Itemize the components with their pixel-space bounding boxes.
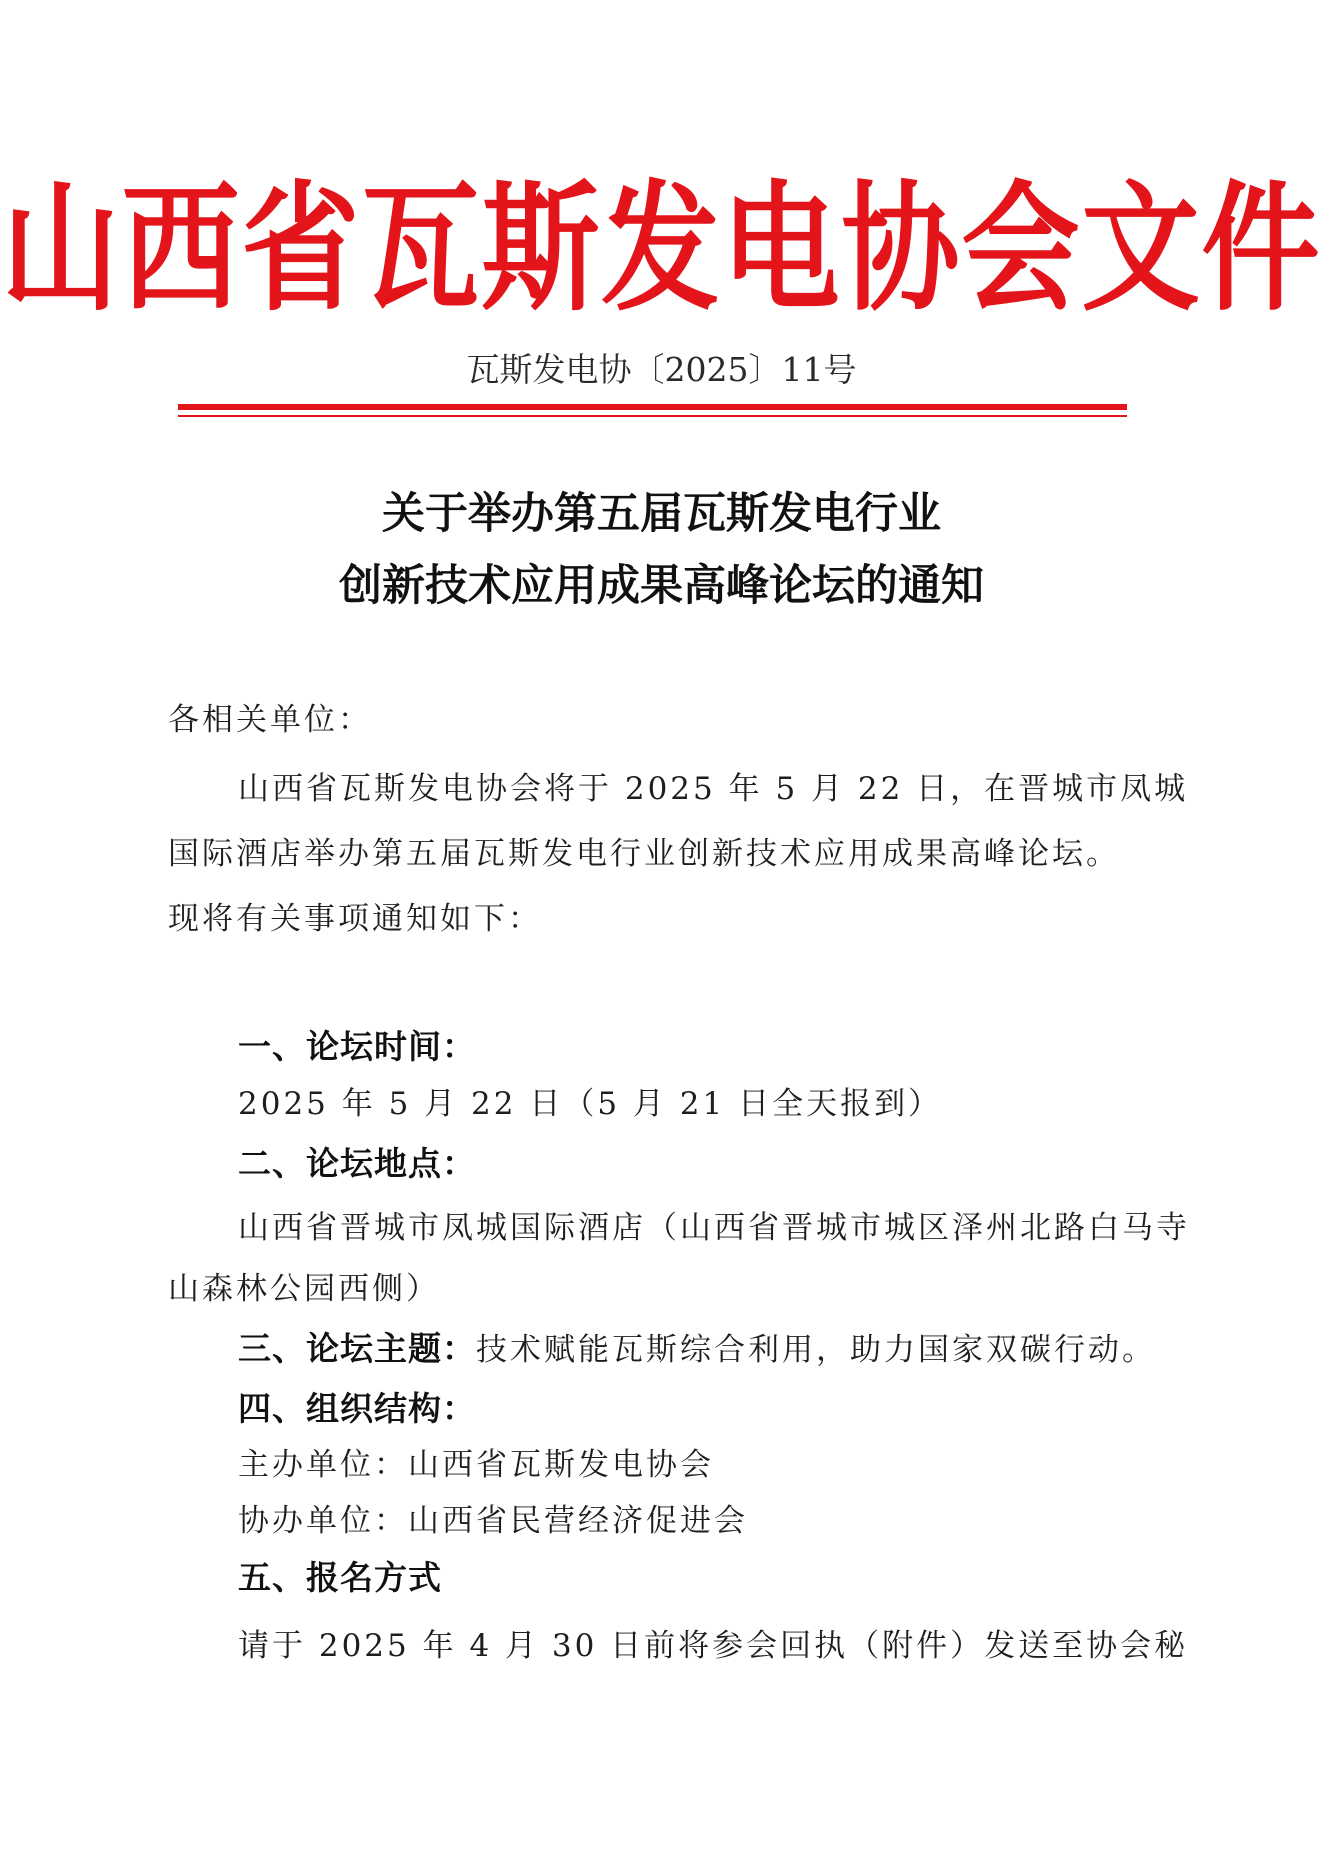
intro-line-2: 国际酒店举办第五届瓦斯发电行业创新技术应用成果高峰论坛。 [168, 836, 1120, 872]
org-header-title: 山西省瓦斯发电协会文件 [1, 167, 1322, 330]
section-theme [238, 1326, 1156, 1373]
section-theme-heading: 三、论坛主题： [238, 1329, 476, 1368]
document-number: 瓦斯发电协〔2025〕11号 [466, 350, 857, 389]
intro-line-3: 现将有关事项通知如下： [168, 901, 542, 937]
intro-line-1: 山西省瓦斯发电协会将于 2025 年 5 月 22 日，在晋城市凤城 [238, 771, 1189, 807]
section-location-heading: 二、论坛地点： [238, 1144, 476, 1183]
section-organization-heading: 四、组织结构： [238, 1389, 476, 1428]
header-divider-thick [178, 404, 1127, 410]
section-location-line-2: 山森林公园西侧） [168, 1271, 440, 1307]
section-registration-text: 请于 2025 年 4 月 30 日前将参会回执（附件）发送至协会秘 [238, 1628, 1189, 1664]
section-organization-host: 主办单位：山西省瓦斯发电协会 [238, 1447, 714, 1483]
salutation: 各相关单位： [168, 702, 372, 738]
document-title-line-1: 关于举办第五届瓦斯发电行业 [382, 489, 941, 539]
section-registration-heading: 五、报名方式 [238, 1558, 442, 1597]
section-theme-text: 技术赋能瓦斯综合利用，助力国家双碳行动。 [476, 1332, 1156, 1368]
section-location-line-1: 山西省晋城市凤城国际酒店（山西省晋城市城区泽州北路白马寺 [238, 1210, 1190, 1246]
section-organization-co-host: 协办单位：山西省民营经济促进会 [238, 1503, 748, 1539]
header-divider-thin [178, 415, 1127, 417]
section-time-text: 2025 年 5 月 22 日（5 月 21 日全天报到） [238, 1086, 943, 1122]
document-title-line-2: 创新技术应用成果高峰论坛的通知 [339, 561, 984, 611]
section-time-heading: 一、论坛时间： [238, 1027, 476, 1066]
